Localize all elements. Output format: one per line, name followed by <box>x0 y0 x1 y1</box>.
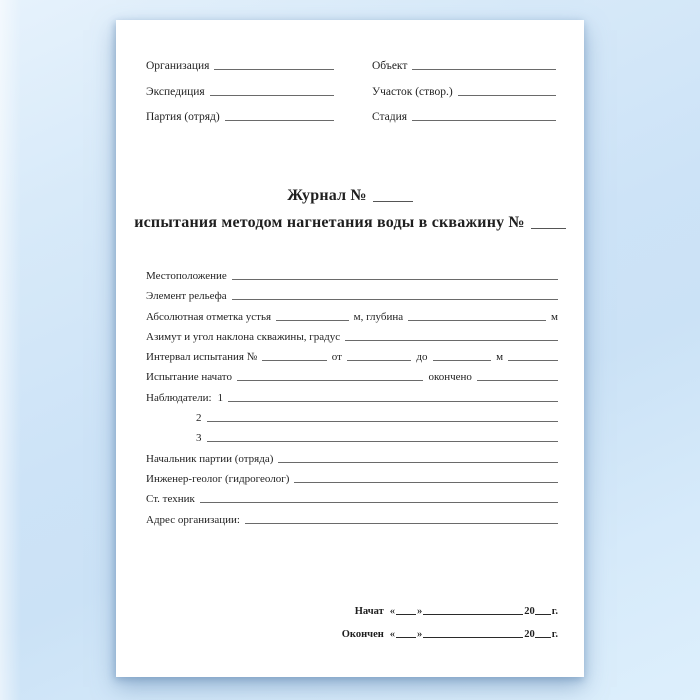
observer-3-number: 3 <box>196 432 202 445</box>
observer-1-blank-line <box>228 397 558 402</box>
engineer-blank-line <box>294 478 558 483</box>
elevation-label: Абсолютная отметка устья <box>146 310 272 323</box>
field-row-azimuth <box>146 327 558 347</box>
journal-dates-footer <box>342 595 558 642</box>
finished-day-blank-line <box>396 634 416 638</box>
field-row-interval <box>146 347 558 367</box>
site-label: Участок (створ.) <box>372 85 453 98</box>
borehole-number-blank-line <box>531 225 566 229</box>
expedition-label: Экспедиция <box>146 85 205 98</box>
header-right-column <box>372 54 556 131</box>
object-label: Объект <box>372 60 408 72</box>
relief-blank-line <box>232 295 558 300</box>
close-quote: » <box>417 629 423 640</box>
stage-blank-line <box>412 116 556 121</box>
meters-label: м <box>496 351 504 364</box>
title-line1-text: Журнал № <box>287 187 367 204</box>
test-started-blank-line <box>237 376 423 381</box>
started-label: Начат <box>354 605 384 617</box>
form-fields <box>146 266 558 530</box>
address-label: Адрес организации: <box>146 513 240 526</box>
observer-2-number: 2 <box>196 412 202 425</box>
field-row-technician <box>146 489 558 509</box>
field-row-observer-1 <box>146 388 558 408</box>
field-row-relief <box>146 286 558 306</box>
interval-extra-blank-line <box>508 356 558 361</box>
address-blank-line <box>245 519 558 524</box>
document-header <box>146 54 556 131</box>
engineer-label: Инженер-геолог (гидрогеолог) <box>146 472 290 485</box>
field-row-elevation <box>146 307 558 327</box>
journal-number-blank-line <box>373 198 413 202</box>
started-year-suffix: г. <box>551 605 558 617</box>
expedition-blank-line <box>210 91 334 96</box>
elevation-units-label: м, глубина <box>353 310 404 323</box>
from-label: от <box>331 351 342 364</box>
open-quote: « <box>389 605 396 617</box>
location-blank-line <box>232 275 558 280</box>
title-line-1 <box>116 182 584 209</box>
header-row-organization <box>146 54 334 80</box>
interval-from-blank-line <box>347 356 412 361</box>
header-row-party <box>146 105 334 131</box>
document-page <box>116 20 584 677</box>
party-label: Партия (отряд) <box>146 111 220 123</box>
technician-label: Ст. техник <box>146 493 195 506</box>
document-title <box>116 182 584 236</box>
field-row-address <box>146 510 558 530</box>
interval-label: Интервал испытания № <box>146 351 258 364</box>
object-blank-line <box>412 65 556 70</box>
started-day-blank-line <box>396 611 416 615</box>
header-left-column <box>146 54 334 131</box>
title-line2-text: испытания методом нагнетания воды в скважину № <box>134 214 525 231</box>
chief-blank-line <box>278 458 558 463</box>
finished-year-suffix: г. <box>551 629 558 640</box>
organization-blank-line <box>214 65 334 70</box>
elevation-blank-line <box>276 316 349 321</box>
field-row-location <box>146 266 558 286</box>
started-century-text: 20 <box>524 605 535 617</box>
test-finished-label: окончено <box>428 371 472 384</box>
header-row-object <box>372 54 556 80</box>
started-month-blank-line <box>423 611 523 615</box>
test-started-label: Испытание начато <box>146 371 232 384</box>
azimuth-blank-line <box>345 336 558 341</box>
header-row-stage <box>372 105 556 131</box>
to-label: до <box>416 351 428 364</box>
azimuth-label: Азимут и угол наклона скважины, градус <box>146 330 341 343</box>
interval-number-blank-line <box>262 356 327 361</box>
started-year-blank-line <box>535 611 551 615</box>
chief-label: Начальник партии (отряда) <box>146 452 274 465</box>
close-quote: » <box>417 605 423 617</box>
finished-century-text: 20 <box>524 629 535 640</box>
depth-blank-line <box>408 316 546 321</box>
party-blank-line <box>225 116 334 121</box>
finished-label: Окончен <box>341 629 384 640</box>
finished-year-blank-line <box>535 634 551 638</box>
observer-1-number: 1 <box>217 391 224 404</box>
open-quote: « <box>389 629 396 640</box>
header-row-site <box>372 80 556 106</box>
organization-label: Организация <box>146 60 210 72</box>
header-row-expedition <box>146 80 334 106</box>
relief-label: Элемент рельефа <box>146 290 227 303</box>
field-row-observer-2 <box>146 408 558 428</box>
test-finished-blank-line <box>477 376 558 381</box>
field-row-engineer <box>146 469 558 489</box>
observer-3-blank-line <box>207 437 559 442</box>
observers-label: Наблюдатели: <box>146 391 212 404</box>
interval-to-blank-line <box>433 356 492 361</box>
stage-label: Стадия <box>372 111 408 123</box>
field-row-observer-3 <box>146 428 558 448</box>
observer-2-blank-line <box>207 417 559 422</box>
footer-row-finished <box>342 628 558 642</box>
site-blank-line <box>458 91 556 96</box>
location-label: Местоположение <box>146 270 227 282</box>
technician-blank-line <box>200 498 558 503</box>
title-line-2 <box>116 209 584 236</box>
finished-month-blank-line <box>423 634 523 638</box>
field-row-chief <box>146 449 558 469</box>
depth-units-label: м <box>551 310 558 323</box>
footer-row-started <box>342 605 558 619</box>
field-row-test-time <box>146 367 558 387</box>
